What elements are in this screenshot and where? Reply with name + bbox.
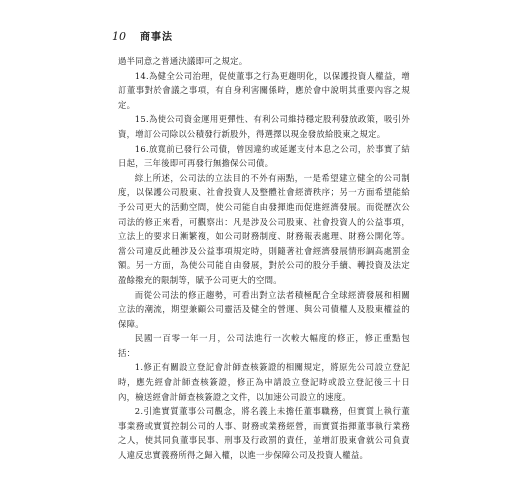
- list-item-14: 14.為健全公司治理，促使董事之行為更趨明化，以保護投資人權益，增訂董事對於會議之事項，有自身利害關係時，應於會中說明其重要內容之規定。: [118, 70, 410, 110]
- paragraph-summary: 綜上所述，公司法的立法目的不外有兩點，一是希望建立健全的公司制度，以保護公司股東、社會投資人及整體社會經濟秩序；另一方面希望能給予公司更大的活動空間，使公司能自由發揮進而促進經濟發展。而從歷次公司法的修正來看，可觀察出：凡是涉及公司股東、社會投資人的公益事項，立法上的要求日漸繁複，如公司財務制度、財務報表處理、財務公開化等。當公司違反此種涉及公益事項規定時，則隨著社會經濟發展情形調高處罰金額。另一方面，為使公司能自由發展，對於公司的股分手續、轉投資及法定盈餘撥充的限制等，賦予公司更大的空間。: [118, 172, 410, 285]
- paragraph-amendment-intro: 民國一百零一年一月，公司法進行一次較大幅度的修正，修正重點包括：: [118, 333, 410, 358]
- paragraph-continuation: 過半同意之普通決議即可之規定。: [118, 56, 248, 66]
- page-number: 10: [112, 30, 126, 43]
- page-header: [112, 28, 173, 43]
- amendment-item-1: 1.修正有關設立登記會計師查核簽證的相關規定，將原先公司設立登記時，應先經會計師查核簽證，修正為申請設立登記時或設立登記後三十日內，檢送經會計師查核簽證之文件，以加速公司設立的速度。: [118, 362, 410, 402]
- list-item-16: 16.放寬前已發行公司債，曾因違約或延遲支付本息之公司，於事實了結日起，三年後即可再發行無擔保公司債。: [118, 143, 410, 169]
- list-item-15: 15.為使公司資金運用更彈性、有利公司維持穩定股利發放政策，吸引外資，增訂公司除以公積發行新股外，得選擇以現金發放給股東之規定。: [118, 114, 410, 139]
- running-title: 商事法: [140, 32, 173, 43]
- amendment-item-2: 2.引進實質董事公司觀念，將名義上未擔任董事職務，但實質上執行董事業務或實質控制公司的人事、財務或業務經營，而實質指揮董事執行業務之人，使其同負董事民事、刑事及行政罰的責任，並增訂股東會就公司負責人違反忠實義務所得之歸入權，以進一步保障公司及投資人權益。: [118, 406, 410, 461]
- paragraph-trend: 而從公司法的修正趨勢，可看出對立法者積極配合全球經濟發展和相關立法的潮流，期望兼顧公司靈活及健全的營運、與公司債權人及股東權益的保障。: [118, 289, 410, 329]
- body-text: [118, 54, 410, 463]
